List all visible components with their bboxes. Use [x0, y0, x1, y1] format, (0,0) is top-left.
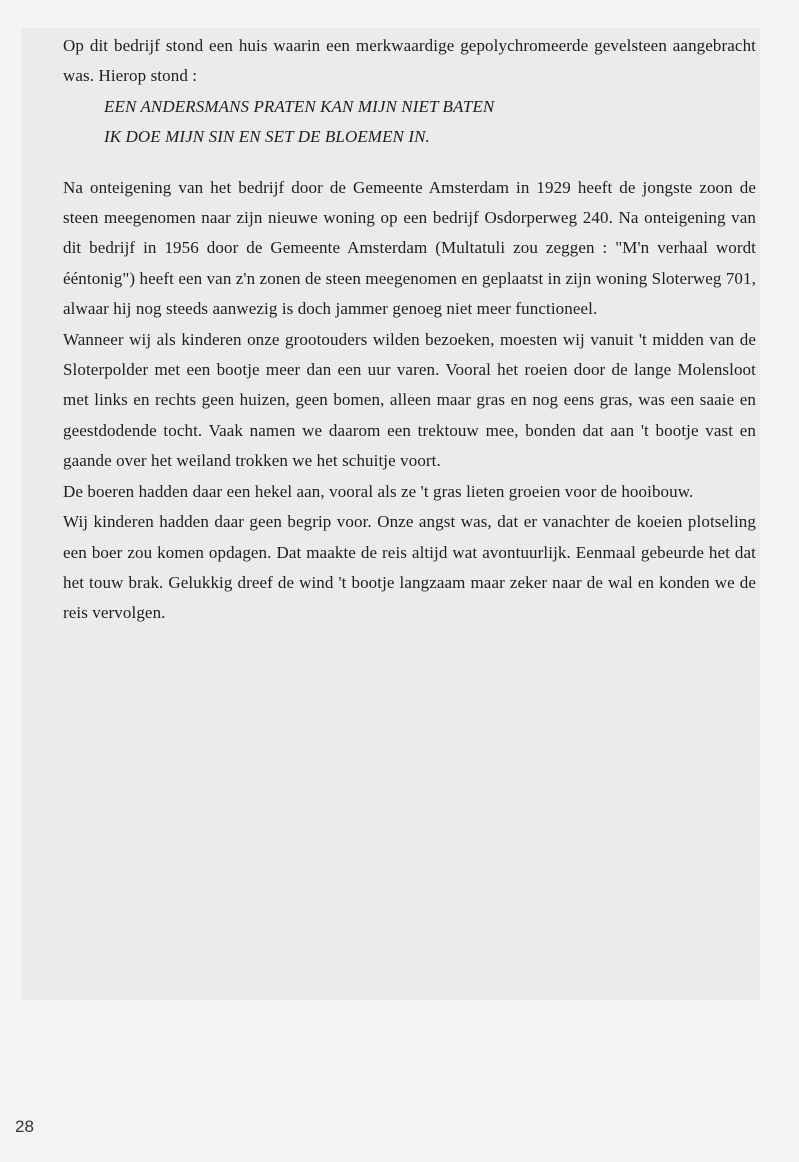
paragraph-1: Na onteigening van het bedrijf door de Gemeente Amsterdam in 1929 heeft de jongste zoon de steen meegenomen naar zijn nieuwe woning op een bedrijf Osdorperweg 240. Na onteigening van dit bedrijf in 1956 door de Gemeente Amsterdam (Multatuli zou zeggen : "M'n verhaal wordt ééntonig") heeft een van z'n zonen de steen meegenomen en geplaatst in zijn woning Sloterweg 701, alwaar hij nog steeds aanwezig is doch jammer genoeg niet meer functioneel.: [63, 177, 756, 319]
paragraph-2: Wanneer wij als kinderen onze grootouders wilden bezoeken, moesten wij vanuit 't midden van de Sloterpolder met een bootje meer dan een uur varen. Vooral het roeien door de lange Molensloot met links en rechts geen huizen, geen bomen, alleen maar gras en nog eens gras, was een saaie en geestdodende tocht. Vaak namen we daarom een trektouw mee, bonden dat aan 't bootje vast en gaande over het weiland trokken we het schuitje voort.: [63, 329, 756, 471]
page-number: 28: [15, 1117, 34, 1136]
body-text: [63, 31, 756, 629]
intro-paragraph: Op dit bedrijf stond een huis waarin een merkwaardige gepolychromeerde gevelsteen aangebracht was. Hierop stond :: [63, 36, 756, 86]
verse-line-2: IK DOE MIJN SIN EN SET DE BLOEMEN IN.: [104, 127, 430, 147]
paragraph-4: Wij kinderen hadden daar geen begrip voor. Onze angst was, dat er vanachter de koeien plotseling een boer zou komen opdagen. Dat maakte de reis altijd wat avontuurlijk. Eenmaal gebeurde het dat het touw brak. Gelukkig dreef de wind 't bootje langzaam maar zeker naar de wal en konden we de reis vervolgen.: [63, 512, 756, 623]
paragraph-3: De boeren hadden daar een hekel aan, vooral als ze 't gras lieten groeien voor de hooibouw.: [63, 481, 694, 501]
verse-line-1: EEN ANDERSMANS PRATEN KAN MIJN NIET BATEN: [104, 96, 495, 116]
